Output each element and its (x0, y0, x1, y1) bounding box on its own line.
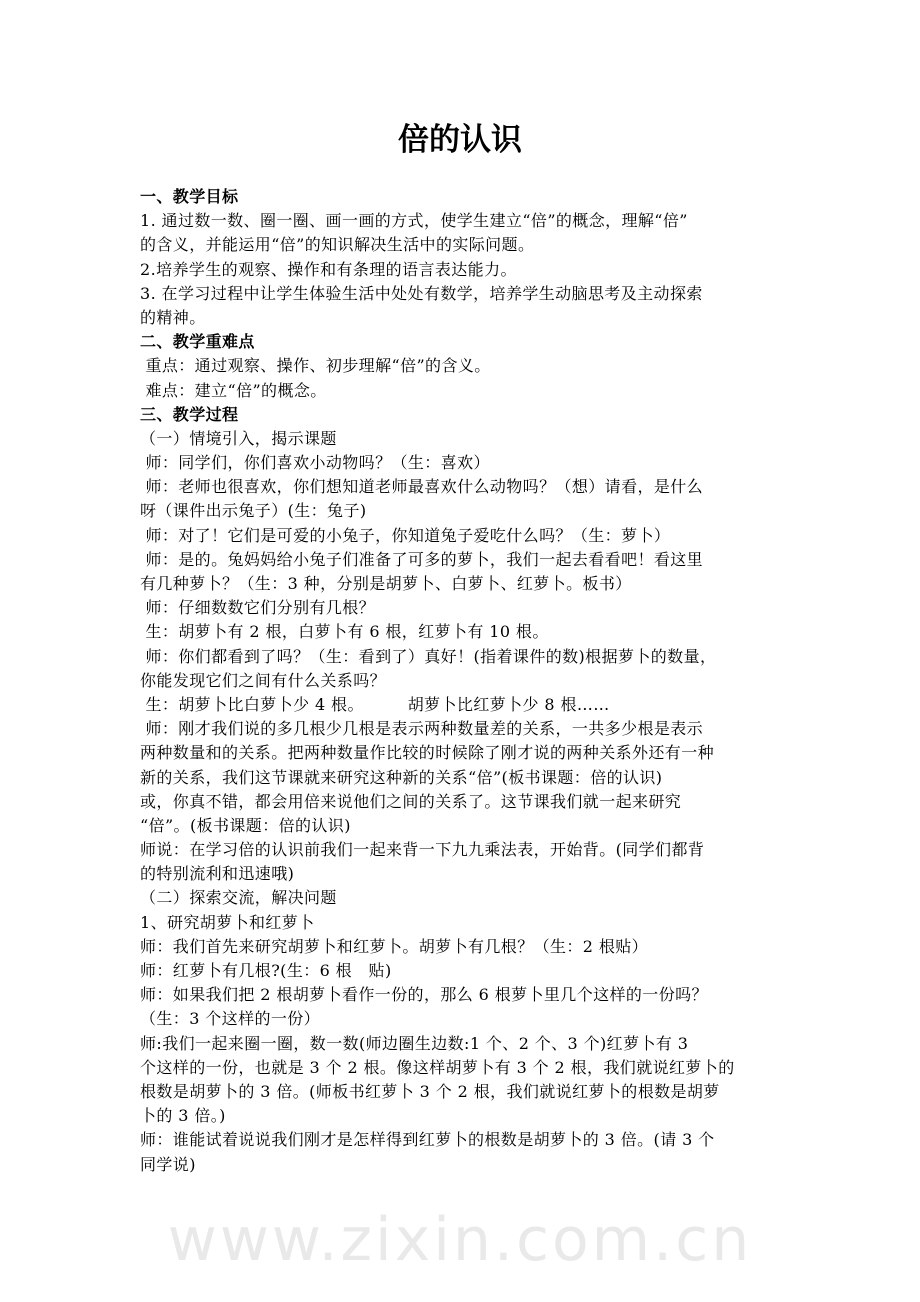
paragraph-line: 你能发现它们之间有什么关系吗？ (140, 670, 387, 690)
paragraph-line: 卜的 3 倍。) (140, 1106, 226, 1126)
document-title: 倍的认识 (398, 122, 522, 158)
paragraph-line: 同学说) (140, 1154, 196, 1174)
paragraph-line: 师：刚才我们说的多几根少几根是表示两种数量差的关系，一共多少根是表示 (140, 719, 704, 739)
paragraph-line: 师：老师也很喜欢，你们想知道老师最喜欢什么动物吗？（想）请看，是什么 (140, 477, 704, 497)
watermark: www.zixin.com.cn (167, 1205, 753, 1275)
paragraph-line: 师：我们首先来研究胡萝卜和红萝卜。胡萝卜有几根？（生：2 根贴） (140, 936, 649, 956)
paragraph-line: 师：如果我们把 2 根胡萝卜看作一份的，那么 6 根萝卜里几个这样的一份吗？ (140, 985, 708, 1005)
paragraph-line: 两种数量和的关系。把两种数量作比较的时候除了刚才说的两种关系外还有一种 (140, 743, 715, 763)
paragraph-line: 师：谁能试着说说我们刚才是怎样得到红萝卜的根数是胡萝卜的 3 倍。(请 3 个 (140, 1130, 715, 1150)
paragraph-line: 难点：建立“倍”的概念。 (140, 380, 327, 400)
paragraph-line: “倍”。(板书课题：倍的认识) (140, 815, 351, 835)
paragraph-line: 师:我们一起来圈一圈，数一数(师边圈生边数:1 个、2 个、3 个)红萝卜有 3 (140, 1033, 689, 1053)
paragraph-line: 新的关系，我们这节课就来研究这种新的关系“倍”(板书课题：倍的认识) (140, 767, 663, 787)
paragraph-line: 根数是胡萝卜的 3 倍。(师板书红萝卜 3 个 2 根，我们就说红萝卜的根数是胡萝 (140, 1081, 720, 1101)
paragraph-line: 师：仔细数数它们分别有几根？ (140, 598, 376, 618)
section-heading: 一、教学目标 (140, 187, 239, 206)
paragraph-line: 的精神。 (140, 307, 206, 327)
paragraph-line: 2.培养学生的观察、操作和有条理的语言表达能力。 (140, 259, 517, 279)
paragraph-line: 重点：通过观察、操作、初步理解“倍”的含义。 (140, 356, 491, 376)
paragraph-line: 师说：在学习倍的认识前我们一起来背一下九九乘法表，开始背。(同学们都背 (140, 840, 705, 860)
paragraph-line: 1、研究胡萝卜和红萝卜 (140, 912, 315, 932)
paragraph-line: （一）情境引入，揭示课题 (140, 428, 337, 448)
paragraph-line: 1. 通过数一数、圈一圈、画一画的方式，使学生建立“倍”的概念，理解“倍” (140, 211, 688, 231)
paragraph-line: 的含义，并能运用“倍”的知识解决生活中的实际问题。 (140, 235, 535, 255)
section-heading: 二、教学重难点 (140, 332, 255, 352)
paragraph-line: 师：红萝卜有几根?(生：6 根 贴) (140, 961, 392, 980)
paragraph-line: 或，你真不错，都会用倍来说他们之间的关系了。这节课我们就一起来研究 (140, 791, 682, 811)
paragraph-line: 呀（课件出示兔子）(生：兔子) (140, 501, 367, 521)
paragraph-line: 有几种萝卜？（生：3 种，分别是胡萝卜、白萝卜、红萝卜。板书） (140, 574, 632, 593)
paragraph-line: 师：对了！它们是可爱的小兔子，你知道兔子爱吃什么吗？（生：萝卜） (140, 525, 671, 545)
paragraph-line: 师：同学们，你们喜欢小动物吗？（生：喜欢） (140, 453, 490, 473)
paragraph-line: 生：胡萝卜有 2 根，白萝卜有 6 根，红萝卜有 10 根。 (140, 622, 549, 642)
paragraph-line: 的特别流利和迅速哦) (140, 864, 295, 884)
paragraph-line: （二）探索交流，解决问题 (140, 888, 337, 908)
paragraph-line: 生：胡萝卜比白萝卜少 4 根。 胡萝卜比红萝卜少 8 根…… (140, 694, 610, 714)
paragraph-line: 师：你们都看到了吗？（生：看到了）真好！(指着课件的数)根据萝卜的数量， (140, 646, 717, 666)
paragraph-line: 个这样的一份，也就是 3 个 2 根。像这样胡萝卜有 3 个 2 根，我们就说红萝卜的 (140, 1057, 735, 1077)
paragraph-line: 3. 在学习过程中让学生体验生活中处处有数学，培养学生动脑思考及主动探索 (140, 283, 703, 303)
paragraph-line: （生：3 个这样的一份） (140, 1009, 321, 1029)
section-heading: 三、教学过程 (140, 404, 239, 424)
paragraph-line: 师：是的。兔妈妈给小兔子们准备了可多的萝卜，我们一起去看看吧！看这里 (140, 549, 704, 569)
document-body (140, 185, 810, 1177)
